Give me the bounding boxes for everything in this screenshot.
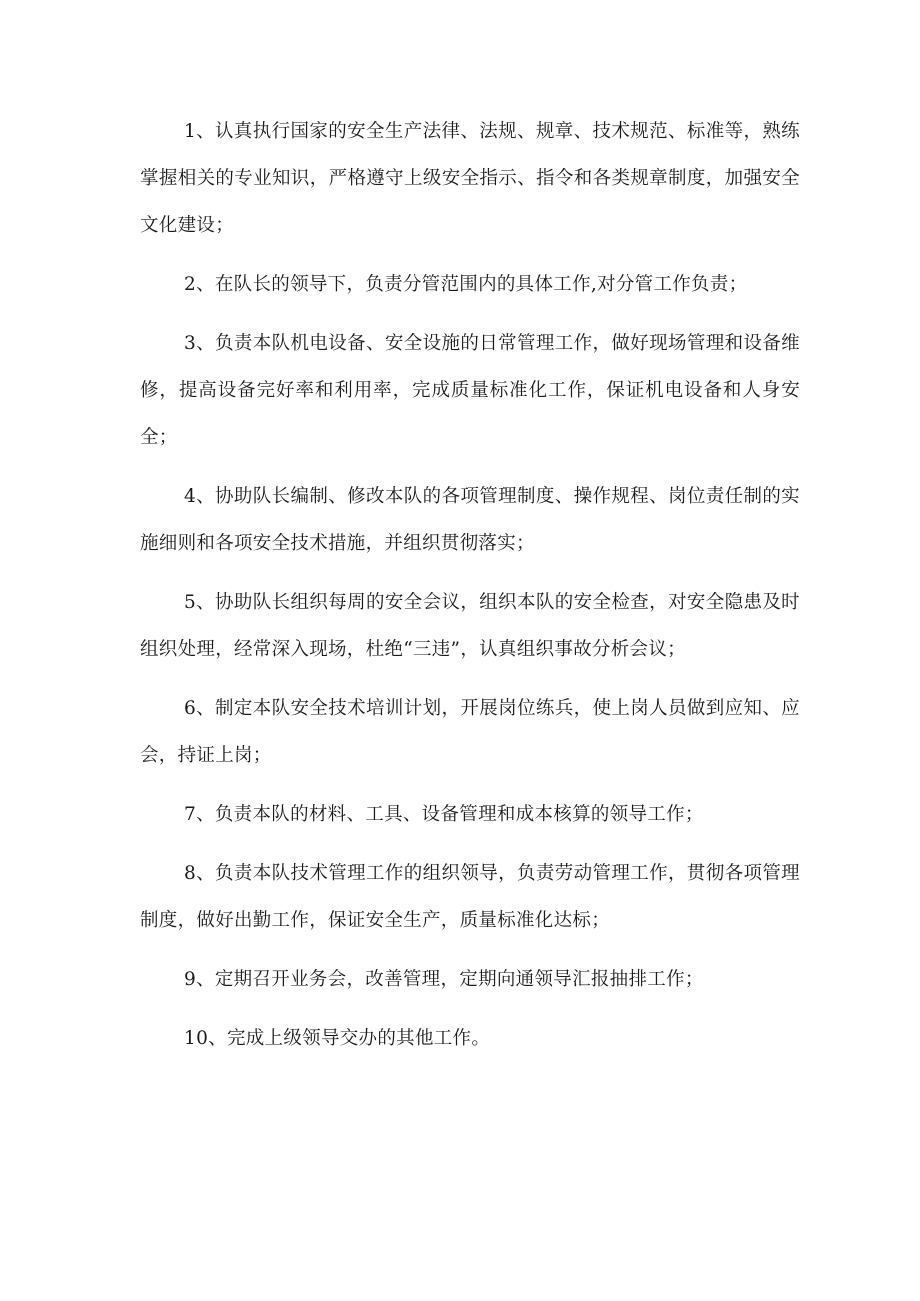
duty-item-5: 5、协助队长组织每周的安全会议，组织本队的安全检查，对安全隐患及时组织处理，经常深入现场，杜绝“三违”，认真组织事故分析会议； [140,592,800,660]
document-page [140,108,800,1074]
duty-item-7: 7、负责本队的材料、工具、设备管理和成本核算的领导工作； [184,804,704,825]
duty-item-3: 3、负责本队机电设备、安全设施的日常管理工作，做好现场管理和设备维修，提高设备完好率和利用率，完成质量标准化工作，保证机电设备和人身安全； [140,333,800,448]
duty-item-4: 4、协助队长编制、修改本队的各项管理制度、操作规程、岗位责任制的实施细则和各项安全技术措施，并组织贯彻落实； [140,486,800,554]
duty-item-8: 8、负责本队技术管理工作的组织领导，负责劳动管理工作，贯彻各项管理制度，做好出勤工作，保证安全生产，质量标准化达标； [140,863,800,931]
duty-item-9: 9、定期召开业务会，改善管理，定期向通领导汇报抽排工作； [184,969,704,990]
duty-item-1: 1、认真执行国家的安全生产法律、法规、规章、技术规范、标准等，熟练掌握相关的专业知识，严格遵守上级安全指示、指令和各类规章制度，加强安全文化建设； [140,121,800,236]
duty-item-2: 2、在队长的领导下，负责分管范围内的具体工作,对分管工作负责； [184,274,748,295]
duty-item-10: 10、完成上级领导交办的其他工作。 [184,1028,491,1049]
duty-item-6: 6、制定本队安全技术培训计划，开展岗位练兵，使上岗人员做到应知、应会，持证上岗； [140,698,800,766]
